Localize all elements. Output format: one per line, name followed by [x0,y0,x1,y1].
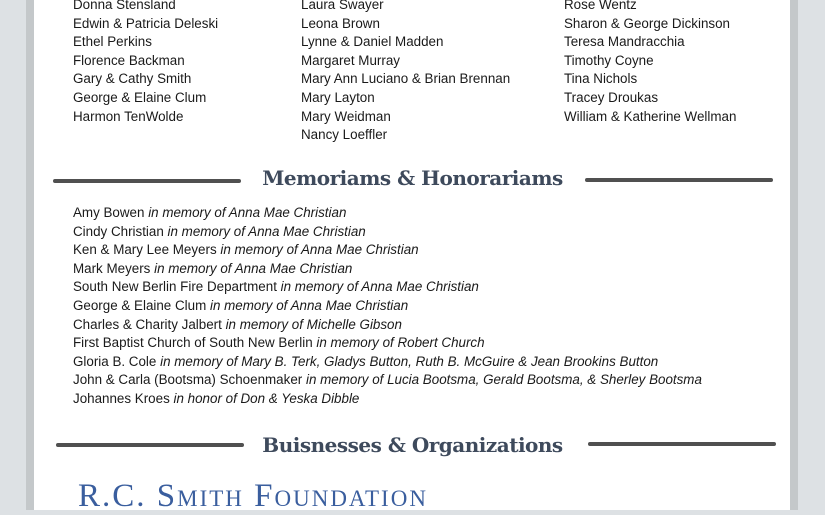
donor-name: Leona Brown [301,15,380,31]
donor-name: William & Katherine Wellman [564,108,737,124]
memoriam-note: in memory of Michelle Gibson [225,316,402,332]
donor-name: South New Berlin Fire Department [73,279,277,295]
donor-name: Tracey Droukas [564,89,659,105]
donor-name: Mary Layton [301,89,375,105]
memoriam-item [73,204,702,223]
donor-name: Laura Swayer [301,0,384,12]
donor-name: Florence Backman [73,52,185,68]
memoriam-item [73,260,702,279]
donor-name: George & Elaine Clum [73,297,207,313]
memoriam-item [73,241,702,260]
memoriam-item [73,371,702,390]
memoriam-item [73,316,702,335]
memoriam-note: in memory of Anna Mae Christian [209,297,409,313]
donor-name: Edwin & Patricia Deleski [73,15,219,31]
donor-name: George & Elaine Clum [73,89,207,105]
donor-name: Tina Nichols [564,71,638,87]
donor-name: Sharon & George Dickinson [564,15,730,31]
memoriam-item [73,390,702,409]
donor-name: Johannes Kroes [73,390,170,406]
donor-name: Lynne & Daniel Madden [301,34,444,50]
donor-name: Harmon TenWolde [73,108,184,124]
donor-column-2 [301,0,510,145]
memoriam-note: in memory of Robert Church [316,335,485,351]
donor-name: John & Carla (Bootsma) Schoenmaker [73,372,303,388]
memoriam-note: in memory of Anna Mae Christian [280,279,479,295]
memoriam-item [73,334,702,353]
donor-name: Mark Meyers [73,260,151,276]
donor-name: First Baptist Church of South New Berlin [73,335,313,351]
donor-name: Rose Wentz [564,0,637,12]
donor-name: Margaret Murray [301,52,400,68]
memoriam-note: in memory of Lucia Bootsma, Gerald Bootsma, & Sherley Bootsma [305,372,702,388]
memoriam-note: in memory of Anna Mae Christian [220,242,419,258]
donor-name: Cindy Christian [73,223,164,239]
donor-name: Ken & Mary Lee Meyers [73,242,217,258]
memoriam-note: in memory of Anna Mae Christian [154,260,353,276]
rc-smith-foundation-logo: R.C. Smith Foundation [78,478,428,514]
memoriam-note: in memory of Anna Mae Christian [148,205,347,220]
memoriams-heading: Memoriams & Honorariams [262,166,563,190]
memoriam-item [73,223,702,242]
donor-name: Ethel Perkins [73,34,152,50]
donor-name: Timothy Coyne [564,52,654,68]
memoriams-list [73,204,702,409]
donor-name: Nancy Loeffler [301,127,388,143]
memoriam-item [73,278,702,297]
donor-name: Mary Ann Luciano & Brian Brennan [301,71,511,87]
donor-column-3 [564,0,736,126]
donor-name: Donna Stensland [73,0,176,12]
memoriam-note: in memory of Mary B. Terk, Gladys Button, Ruth B. McGuire & Jean Brookins Button [160,353,659,369]
donor-name: Gary & Cathy Smith [73,71,192,87]
memoriam-item [73,353,702,372]
memoriam-note: in memory of Anna Mae Christian [167,223,366,239]
donor-name: Charles & Charity Jalbert [73,316,222,332]
donor-name: Mary Weidman [301,108,391,124]
memoriam-item [73,297,702,316]
businesses-heading: Buisnesses & Organizations [262,433,563,457]
donor-name: Gloria B. Cole [73,353,157,369]
donor-name: Teresa Mandracchia [564,34,685,50]
donor-name: Amy Bowen [73,205,145,220]
memoriam-note: in honor of Don & Yeska Dibble [173,390,360,406]
donor-column-1 [73,0,218,126]
